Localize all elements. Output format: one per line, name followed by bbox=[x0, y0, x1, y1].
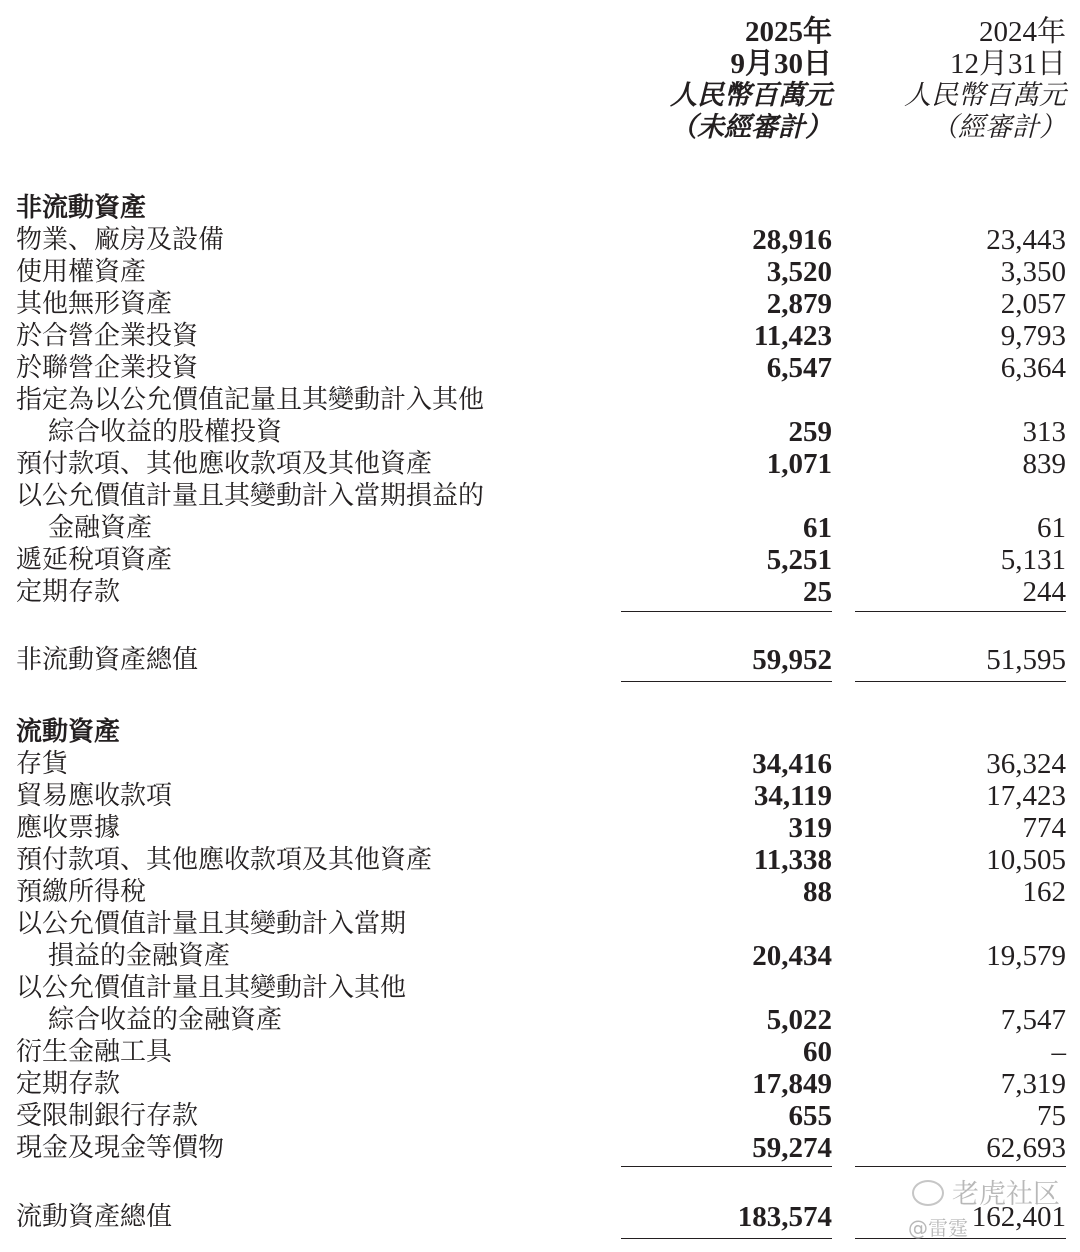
value-2025: 259 bbox=[788, 416, 832, 448]
value-2025: 11,338 bbox=[753, 844, 832, 876]
total-row-non-current bbox=[16, 644, 1066, 676]
row-label: 以公允價值計量且其變動計入當期 bbox=[16, 909, 407, 939]
row-label: 於聯營企業投資 bbox=[16, 353, 199, 383]
table-row bbox=[16, 320, 1066, 352]
value-2024: 2,057 bbox=[1000, 288, 1066, 320]
value-2025: 59,274 bbox=[752, 1132, 832, 1164]
table-row bbox=[16, 1132, 1066, 1164]
value-2024: 6,364 bbox=[1000, 352, 1066, 384]
row-label: 其他無形資產 bbox=[16, 289, 173, 319]
column-header-2024 bbox=[826, 16, 1066, 144]
value-2024: 774 bbox=[1022, 812, 1066, 844]
header-date: 9月30日 bbox=[730, 48, 832, 80]
value-2024: 36,324 bbox=[986, 748, 1066, 780]
table-row bbox=[16, 576, 1066, 608]
table-row bbox=[16, 812, 1066, 844]
watermark bbox=[912, 1172, 1060, 1211]
header-audit-status: （經審計） bbox=[931, 112, 1066, 143]
value-2025: 34,416 bbox=[752, 748, 832, 780]
row-label: 流動資產總值 bbox=[16, 1202, 173, 1232]
row-label: 損益的金融資產 bbox=[48, 941, 231, 971]
value-2025: 59,952 bbox=[752, 644, 832, 676]
table-row bbox=[16, 384, 1066, 416]
header-year: 2024年 bbox=[978, 16, 1066, 48]
table-row bbox=[16, 512, 1066, 544]
value-2024: 7,547 bbox=[1000, 1004, 1066, 1036]
value-2025: 1,071 bbox=[766, 448, 832, 480]
value-2025: 5,251 bbox=[766, 544, 832, 576]
table-row bbox=[16, 544, 1066, 576]
table-row bbox=[16, 1068, 1066, 1100]
table-row bbox=[16, 256, 1066, 288]
value-2024: 9,793 bbox=[1000, 320, 1066, 352]
table-row bbox=[16, 288, 1066, 320]
subtotal-rule bbox=[621, 611, 832, 612]
table-row bbox=[16, 352, 1066, 384]
row-label: 於合營企業投資 bbox=[16, 321, 199, 351]
value-2025: 28,916 bbox=[752, 224, 832, 256]
subtotal-rule bbox=[855, 1166, 1066, 1167]
header-audit-status: （未經審計） bbox=[670, 112, 832, 143]
value-2025: 11,423 bbox=[753, 320, 832, 352]
row-label: 受限制銀行存款 bbox=[16, 1101, 199, 1131]
row-label: 預付款項、其他應收款項及其他資產 bbox=[16, 845, 433, 875]
value-2025: 183,574 bbox=[737, 1201, 832, 1233]
row-label: 貿易應收款項 bbox=[16, 781, 173, 811]
value-2024: 17,423 bbox=[986, 780, 1066, 812]
table-row bbox=[16, 748, 1066, 780]
value-2025: 60 bbox=[803, 1036, 832, 1068]
table-row bbox=[16, 1036, 1066, 1068]
value-2025: 25 bbox=[803, 576, 832, 608]
value-2024: 23,443 bbox=[986, 224, 1066, 256]
value-2024: 75 bbox=[1037, 1100, 1066, 1132]
value-2024: 62,693 bbox=[986, 1132, 1066, 1164]
value-2025: 88 bbox=[803, 876, 832, 908]
table-row bbox=[16, 972, 1066, 1004]
row-label: 金融資產 bbox=[48, 513, 153, 543]
header-currency: 人民幣百萬元 bbox=[904, 80, 1066, 111]
row-label: 非流動資產總值 bbox=[16, 645, 199, 675]
row-label: 定期存款 bbox=[16, 577, 121, 607]
subtotal-rule bbox=[621, 1166, 832, 1167]
table-row bbox=[16, 448, 1066, 480]
table-row bbox=[16, 480, 1066, 512]
table-row bbox=[16, 1100, 1066, 1132]
value-2024: – bbox=[1051, 1036, 1066, 1068]
value-2024: 51,595 bbox=[986, 644, 1066, 676]
value-2025: 2,879 bbox=[766, 288, 832, 320]
value-2025: 17,849 bbox=[752, 1068, 832, 1100]
column-header-2025 bbox=[592, 16, 832, 144]
value-2024: 313 bbox=[1022, 416, 1066, 448]
table-row bbox=[16, 224, 1066, 256]
row-label: 衍生金融工具 bbox=[16, 1037, 173, 1067]
header-date: 12月31日 bbox=[949, 48, 1066, 80]
row-label: 定期存款 bbox=[16, 1069, 121, 1099]
value-2025: 20,434 bbox=[752, 940, 832, 972]
table-row bbox=[16, 940, 1066, 972]
value-2024: 162,401 bbox=[971, 1201, 1066, 1233]
watermark-credit: @雷霆 bbox=[908, 1216, 968, 1240]
total-rule bbox=[621, 681, 832, 682]
value-2025: 655 bbox=[788, 1100, 832, 1132]
row-label: 綜合收益的金融資產 bbox=[48, 1005, 283, 1035]
row-label: 以公允價值計量且其變動計入當期損益的 bbox=[16, 481, 485, 511]
row-label: 以公允價值計量且其變動計入其他 bbox=[16, 973, 407, 1003]
row-label: 指定為以公允價值記量且其變動計入其他 bbox=[16, 385, 485, 415]
table-row bbox=[16, 908, 1066, 940]
value-2024: 10,505 bbox=[986, 844, 1066, 876]
table-row bbox=[16, 416, 1066, 448]
value-2024: 5,131 bbox=[1000, 544, 1066, 576]
value-2024: 19,579 bbox=[986, 940, 1066, 972]
value-2024: 61 bbox=[1037, 512, 1066, 544]
value-2025: 61 bbox=[803, 512, 832, 544]
row-label: 存貨 bbox=[16, 749, 69, 779]
header-year: 2025年 bbox=[744, 16, 832, 48]
row-label: 遞延稅項資產 bbox=[16, 545, 173, 575]
subtotal-rule bbox=[855, 611, 1066, 612]
total-rule bbox=[621, 1238, 832, 1239]
value-2025: 3,520 bbox=[766, 256, 832, 288]
value-2025: 5,022 bbox=[766, 1004, 832, 1036]
section-title-non-current: 非流動資產 bbox=[16, 193, 147, 223]
value-2025: 34,119 bbox=[753, 780, 832, 812]
tiger-logo-icon bbox=[912, 1180, 944, 1206]
row-label: 現金及現金等價物 bbox=[16, 1133, 225, 1163]
table-row bbox=[16, 780, 1066, 812]
row-label: 預繳所得稅 bbox=[16, 877, 147, 907]
watermark-text: 老虎社区 bbox=[952, 1179, 1060, 1210]
value-2024: 162 bbox=[1022, 876, 1066, 908]
value-2024: 244 bbox=[1022, 576, 1066, 608]
value-2024: 7,319 bbox=[1000, 1068, 1066, 1100]
value-2025: 319 bbox=[788, 812, 832, 844]
table-row bbox=[16, 1004, 1066, 1036]
header-currency: 人民幣百萬元 bbox=[670, 80, 832, 111]
total-rule bbox=[855, 681, 1066, 682]
row-label: 應收票據 bbox=[16, 813, 121, 843]
row-label: 使用權資產 bbox=[16, 257, 147, 287]
section-title-current: 流動資產 bbox=[16, 717, 121, 747]
value-2024: 839 bbox=[1022, 448, 1066, 480]
table-row bbox=[16, 876, 1066, 908]
row-label: 預付款項、其他應收款項及其他資產 bbox=[16, 449, 433, 479]
row-label: 物業、廠房及設備 bbox=[16, 225, 225, 255]
row-label: 綜合收益的股權投資 bbox=[48, 417, 283, 447]
value-2024: 3,350 bbox=[1000, 256, 1066, 288]
value-2025: 6,547 bbox=[766, 352, 832, 384]
table-row bbox=[16, 844, 1066, 876]
